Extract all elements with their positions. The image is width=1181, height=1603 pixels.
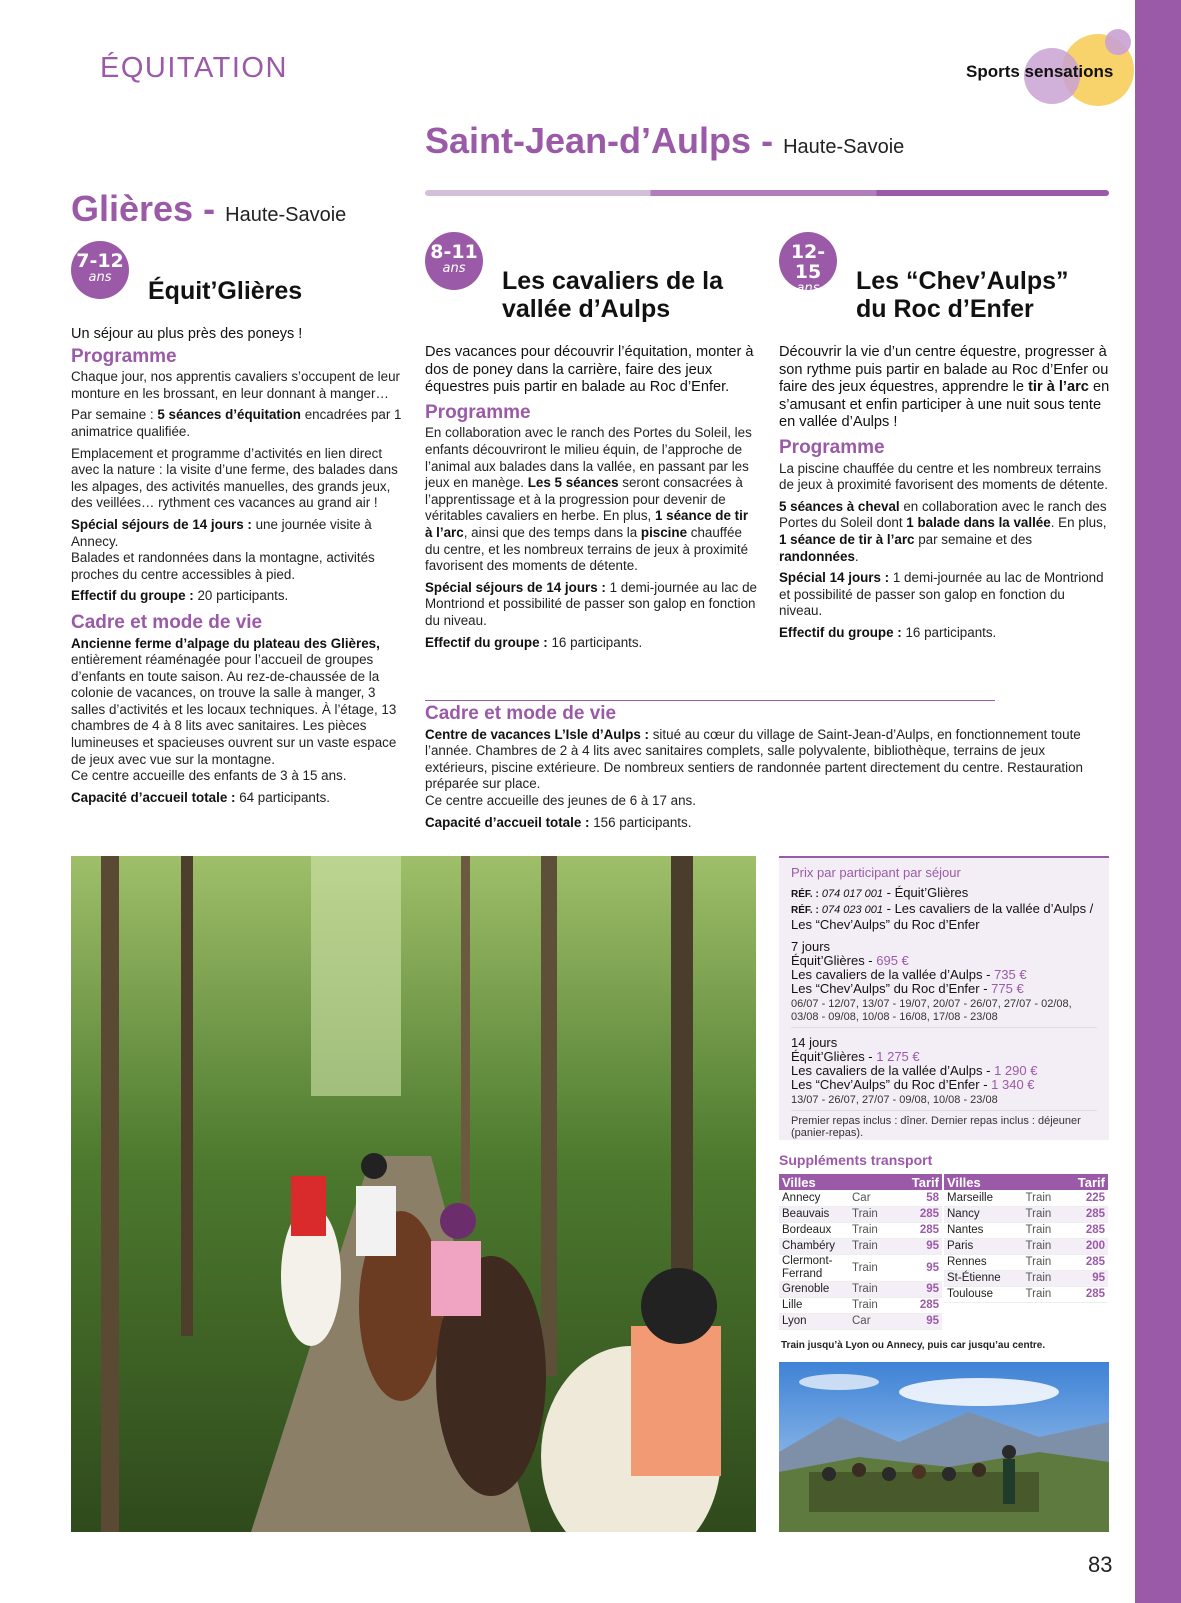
destination-glieres: [71, 188, 346, 230]
col-price: Tarif: [894, 1174, 942, 1190]
table-row: Nantes Train 285: [944, 1222, 1108, 1238]
table-row: Clermont-Ferrand Train 95: [779, 1254, 942, 1281]
price-box: [779, 856, 1109, 1140]
title-line-2: du Roc d’Enfer: [856, 295, 1034, 323]
cavaliers-column: [425, 344, 757, 656]
cadre-text: Ancienne ferme d’alpage du plateau des Glières, entièrement réaménagée pour l’accueil de groupes d’enfants en toute saison. Au rez-de-chaussée de la colonie de vacances, on trouve la salle à manger, 3 salles d’activités et les locaux techniques. À l’étage, 13 chambres de 4 à 8 lits avec sanitaires. Les pièces lumineuses et spacieuses ouvrent sur un vaste espace de jeux avec vue sur la montagne.: [71, 635, 397, 767]
cadre-ages: Ce centre accueille des jeunes de 6 à 17 ans.: [425, 792, 696, 808]
photo-group-mountains: [779, 1362, 1109, 1532]
glieres-column: [71, 326, 404, 811]
table-row: Rennes Train 285: [944, 1254, 1108, 1270]
destination-name: Saint-Jean-d’Aulps: [425, 120, 752, 161]
cadre-rule: [425, 700, 995, 701]
chevaulps-column: [779, 344, 1111, 647]
capacity: Capacité d’accueil totale : 156 participants.: [425, 814, 692, 830]
table-row: Grenoble Train 95: [779, 1281, 942, 1297]
price-line: Équit’Glières - 695 €: [791, 953, 909, 968]
saint-jean-cadre: [425, 703, 1105, 836]
programme-text: En collaboration avec le ranch des Portes du Soleil, les enfants découvriront le milieu équin, de l’approche de l’animal aux balades dans la vallée, en passant par les jeux en manège. Les 5 séances seront consacrées à l’apprentissage et à la progression pour devenir de véritables cavaliers en herbe. En plus, 1 séance de tir à l’arc, ainsi que des temps dans la piscine chauffée du centre, et les nombreux terrains de jeux à proximité favorisent des moments de détente.: [425, 425, 752, 574]
title-line-1: Les “Chev’Aulps”: [856, 267, 1069, 295]
programme-special: Spécial 14 jours : 1 demi-journée au lac de Montriond et possibilité de passer son galop en fonction du niveau.: [779, 570, 1104, 619]
group-size: Effectif du groupe : 16 participants.: [425, 634, 643, 650]
destination-dash: -: [203, 188, 216, 229]
programme-special: Spécial séjours de 14 jours : une journée visite à Annecy.: [71, 516, 372, 549]
deco-circle-small: [1105, 29, 1131, 55]
title-line-1: Les cavaliers de la: [502, 267, 723, 295]
side-color-band: [1135, 0, 1181, 1603]
table-row: Toulouse Train 285: [944, 1286, 1108, 1302]
ref-aulps: RÉF. : 074 023 001 - Les cavaliers de la vallée d’Aulps / Les “Chev’Aulps” du Roc d’Enfer: [791, 901, 1094, 932]
section-title: ÉQUITATION: [100, 52, 288, 84]
capacity: Capacité d’accueil totale : 64 participants.: [71, 789, 331, 805]
age-range: 7-12: [76, 250, 124, 272]
cadre-ages: Ce centre accueille des enfants de 3 à 15 ans.: [71, 768, 347, 784]
col-price: Tarif: [1064, 1174, 1108, 1190]
meals-note: Premier repas inclus : dîner. Dernier repas inclus : déjeuner (panier-repas).: [791, 1115, 1081, 1139]
cadre-text: Centre de vacances L’Isle d’Aulps : situé au cœur du village de Saint-Jean-d’Aulps, en fonctionnement toute l’année. Chambres de 2 à 4 lits avec sanitaires complets, salle polyvalente, bibliothèque, terrains de jeux extérieurs, piscine extérieure. De nombreux sentiers de randonnée partent directement du centre. Restauration préparée sur place.: [425, 726, 1083, 792]
age-range: 8-11: [430, 241, 478, 263]
intro-text: Un séjour au plus près des poneys !: [71, 326, 303, 342]
group-size: Effectif du groupe : 20 participants.: [71, 588, 289, 604]
age-unit: ans: [796, 281, 820, 296]
programme-hikes: Balades et randonnées dans la montagne, activités proches du centre accessibles à pied.: [71, 550, 375, 582]
price-line: Équit’Glières - 1 275 €: [791, 1049, 920, 1064]
table-row: Beauvais Train 285: [779, 1206, 942, 1222]
price-line: Les “Chev’Aulps” du Roc d’Enfer - 1 340 €: [791, 1077, 1035, 1092]
price-line: Les cavaliers de la vallée d’Aulps - 1 290 €: [791, 1063, 1038, 1078]
price-line: Les cavaliers de la vallée d’Aulps - 735 €: [791, 967, 1027, 982]
cadre-heading: Cadre et mode de vie: [425, 703, 617, 724]
table-row: Chambéry Train 95: [779, 1238, 942, 1254]
table-row: Lyon Car 95: [779, 1313, 942, 1329]
destination-rule: [425, 190, 1109, 196]
table-row: Annecy Car 58: [779, 1190, 942, 1206]
destination-dash: -: [761, 120, 774, 161]
ref-glieres: RÉF. : 074 017 001 - Équit’Glières: [791, 885, 969, 900]
cadre-heading: Cadre et mode de vie: [71, 611, 263, 633]
age-badge-glieres: [71, 241, 129, 299]
transport-table-left: [779, 1174, 942, 1330]
dates-14: 13/07 - 26/07, 27/07 - 09/08, 10/08 - 23/08: [791, 1094, 1097, 1111]
table-row: Bordeaux Train 285: [779, 1222, 942, 1238]
transport-heading: Suppléments transport: [779, 1152, 933, 1168]
programme-weekly: Par semaine : 5 séances d’équitation encadrées par 1 animatrice qualifiée.: [71, 407, 402, 439]
stay-title-cavaliers: [502, 267, 723, 323]
duration-14: 14 jours: [791, 1035, 838, 1050]
programme-sessions: 5 séances à cheval en collaboration avec le ranch des Portes du Soleil dont 1 balade dans la vallée. En plus, 1 séance de tir à l’arc par semaine et des randonnées.: [779, 498, 1107, 564]
category-label: Sports sensations: [966, 62, 1114, 81]
col-city: Villes: [944, 1174, 1023, 1190]
price-heading: Prix par participant par séjour: [791, 865, 961, 880]
table-row: St-Étienne Train 95: [944, 1270, 1108, 1286]
programme-heading: Programme: [779, 436, 885, 458]
programme-nature: Emplacement et programme d’activités en lien direct avec la nature : la visite d’une ferme, des balades dans les alpages, des activités manuelles, des grands jeux, des veillées… rythment ces vacances au grand air !: [71, 445, 398, 511]
table-row: Marseille Train 225: [944, 1190, 1108, 1206]
age-unit: ans: [442, 261, 466, 276]
destination-region: Haute-Savoie: [783, 136, 905, 158]
duration-7: 7 jours: [791, 939, 831, 954]
table-row: Lille Train 285: [779, 1297, 942, 1313]
age-range: 12-15: [790, 241, 826, 283]
title-line-2: vallée d’Aulps: [502, 295, 671, 323]
age-badge-cavaliers: [425, 232, 483, 290]
stay-title-chevaulps: [856, 267, 1069, 323]
destination-region: Haute-Savoie: [225, 204, 347, 226]
lead-text: Des vacances pour découvrir l’équitation, monter à dos de poney dans la carrière, faire des jeux équestres puis partir en balade au Roc d’Enfer.: [425, 344, 754, 396]
programme-text: La piscine chauffée du centre et les nombreux terrains de jeux à proximité favorisent des moments de détente.: [779, 460, 1108, 493]
destination-saint-jean: [425, 120, 904, 162]
programme-text: Chaque jour, nos apprentis cavaliers s’occupent de leur monture en les brossant, en leur donnant à manger…: [71, 369, 401, 401]
page-number: 83: [1088, 1552, 1113, 1577]
age-unit: ans: [88, 270, 112, 285]
programme-heading: Programme: [425, 401, 531, 423]
table-row: Paris Train 200: [944, 1238, 1108, 1254]
age-badge-chevaulps: [779, 232, 837, 296]
programme-heading: Programme: [71, 345, 177, 367]
programme-special: Spécial séjours de 14 jours : 1 demi-journée au lac de Montriond et possibilité de passer son galop en fonction du niveau.: [425, 579, 757, 628]
lead-text: Découvrir la vie d’un centre équestre, progresser à son rythme puis partir en balade au Roc d’Enfer ou faire des jeux équestres, apprendre le tir à l’arc en s’amusant et enfin participer à une nuit sous tente en vallée d’Aulps !: [779, 344, 1110, 431]
dates-7: 06/07 - 12/07, 13/07 - 19/07, 20/07 - 26/07, 27/07 - 02/08, 03/08 - 09/08, 10/08 - 16/08, 17/08 - 23/08: [791, 998, 1097, 1028]
transport-table-right: [944, 1174, 1108, 1303]
group-size: Effectif du groupe : 16 participants.: [779, 624, 997, 640]
stay-title-glieres: Équit’Glières: [148, 277, 303, 305]
table-row: Nancy Train 285: [944, 1206, 1108, 1222]
col-city: Villes: [779, 1174, 849, 1190]
photo-forest-horse-ride: [71, 856, 756, 1532]
transport-footnote: Train jusqu’à Lyon ou Annecy, puis car jusqu’au centre.: [781, 1340, 1046, 1351]
destination-name: Glières: [71, 188, 194, 229]
price-line: Les “Chev’Aulps” du Roc d’Enfer - 775 €: [791, 981, 1024, 996]
